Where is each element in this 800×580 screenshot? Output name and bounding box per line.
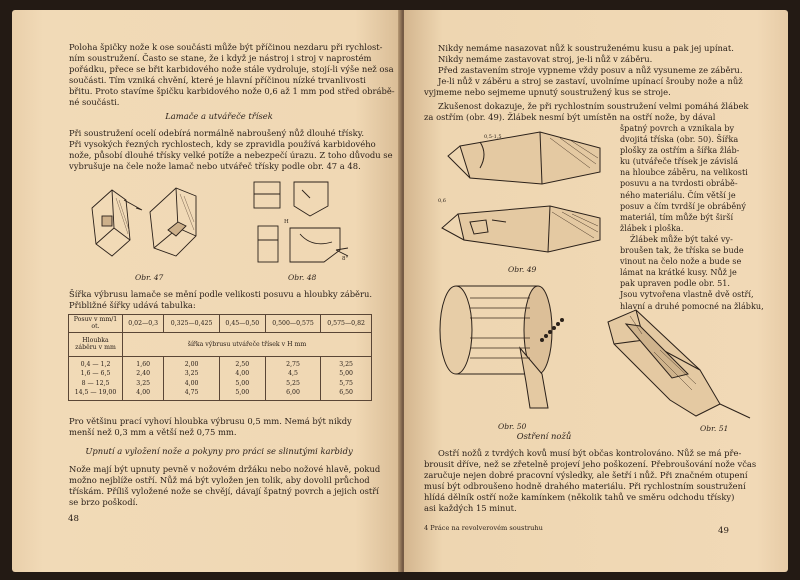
text-line: pořádku, přece se břit karbidového nože stále vydroluje, stojí-li výše než osa [69,64,394,75]
text-line: Je-li nůž v záběru a stroj se zastaví, uvolníme upínací šrouby nože a nůž [438,76,743,87]
figure-48 [244,176,356,268]
table-row [69,369,372,378]
text-line: Při soustružení ocelí odebírá normálně nabroušený nůž dlouhé třísky. [69,128,364,138]
right-para-sharpening [424,448,758,515]
depth-cell: 0,4 — 1,2 [69,356,123,369]
table-row [69,379,372,388]
text-line: hlavní a druhé pomocné na žlábku, [620,300,764,311]
text-line: součásti. Tím vzniká chvění, které je hlavní příčinou nízké trvanlivosti [69,75,366,86]
feed-value-cell: 0,02—0,3 [123,315,164,333]
text-line: brousit dříve, než se zřetelně projeví jeho poškození. Přebroušování nože včas [424,459,757,470]
text-line: pak upraven podle obr. 51. [620,278,730,289]
caption-figure-47: Obr. 47 [135,273,164,282]
feed-value-cell: 0,45—0,50 [219,315,265,333]
text-line: Při vysokých řezných rychlostech, kdy se zpravidla používá karbidového [69,139,376,150]
text-line: lámat na krátké kusy. Nůž je [620,267,737,278]
left-page [12,10,402,572]
page-number-left: 48 [68,514,79,524]
figure-51-drawing [600,304,770,422]
text-line: Poloha špičky nože k ose součásti může být příčinou nezdaru při rychlost- [69,42,383,52]
caption-figure-48: Obr. 48 [288,273,317,282]
figure-47-drawing [84,178,204,268]
text-line: menší než 0,3 mm a větší než 0,75 mm. [69,427,237,438]
figure-49 [430,128,610,268]
text-line: Nikdy nemáme nasazovat nůž k soustruženému kusu a pak jej upínat. [438,43,734,53]
value-cell: 2,50 [219,356,265,369]
text-line: Šířka výbrusu lamače se mění podle velikosti posuvu a hloubky záběru. [69,289,373,299]
feed-header-cell: Posuv v mm/1 ot. [69,315,123,333]
text-line: posuv a čím tvrdší je obráběný [620,200,746,211]
text-line: ním soustružení. Často se stane, že i když je nástroj i stroj v naprostém [69,53,372,64]
value-cell: 1,60 [123,356,164,369]
text-line: Žlábek může být také vy- [630,233,733,244]
text-line: asi každých 15 minut. [424,503,517,514]
text-line: třískám. Příliš vyložené nože se chvějí, dávají špatný povrch a jejich ostří [69,486,379,497]
text-line: Přibližné šířky udává tabulka: [69,300,196,311]
section-heading-chip-breakers: Lamače a utvářeče třísek [165,111,273,121]
text-line: zaručuje nejen dobré pracovní výsledky, ale šetří i nůž. Při značném otupení [424,470,748,481]
text-line: Jsou vytvořena vlastně dvě ostří, [620,289,754,300]
figure-51 [600,304,770,422]
text-line: posuvu a na tvrdosti obrábě- [620,178,738,189]
text-line: na hloubce záběru, na velikosti [620,167,748,178]
value-cell: 3,25 [321,356,372,369]
feed-value-cell: 0,575—0,82 [321,315,372,333]
right-para-rules [424,43,754,98]
right-side-column [620,123,764,312]
value-cell: 4,5 [265,369,320,378]
text-line: Ostří nožů z tvrdých kovů musí být občas kontrolováno. Nůž se má pře- [438,448,742,458]
section-heading-tool-clamping: Upnutí a vyložení nože a pokyny pro práci se slinutými karbidy [85,446,353,456]
breaker-width-table [68,314,372,401]
left-para-breaker-width [69,289,373,311]
svg-text:H: H [284,219,289,225]
text-line: ného materiálu. Čím větší je [620,189,736,200]
text-line: né součásti. [69,97,120,108]
feed-value-cell: 0,325—0,425 [164,315,219,333]
value-cell: 4,00 [219,369,265,378]
value-cell: 2,40 [123,369,164,378]
value-cell: 6,00 [265,388,320,401]
right-page [404,10,788,572]
right-para-groove [424,101,754,123]
text-line: vinout na čelo nože a bude se [620,256,742,267]
figure-48-drawing [244,176,356,268]
table-header-feed [69,315,372,333]
figure-50 [430,278,580,416]
caption-figure-51: Obr. 51 [700,424,729,433]
caption-figure-50: Obr. 50 [498,422,527,431]
value-cell: 4,00 [123,388,164,401]
figure-50-drawing [430,278,580,416]
depth-cell: 1,6 — 6,5 [69,369,123,378]
table-row [69,388,372,401]
text-line: materiál, tím může být širší [620,211,734,222]
text-line: Nože mají být upnuty pevně v nožovém držáku nebo nožové hlavě, pokud [69,464,381,474]
value-cell: 2,00 [164,356,219,369]
left-para-chip-breakers [69,128,393,172]
left-para-tool-position [69,42,395,109]
table-row [69,356,372,369]
text-line: špatný povrch a vznikala by [620,123,735,133]
svg-text:8°: 8° [342,256,349,262]
text-line: hlídá dělník ostří nože kamínkem (několik tahů ve směru odchodu třísky) [424,492,735,503]
text-line: broušen tak, že tříska se bude [620,245,744,256]
text-line: břitu. Proto stavíme špičku karbidového nože 0,6 až 1 mm pod střed obrábě- [69,86,395,97]
text-line: Pro většinu prací vyhoví hloubka výbrusu 0,5 mm. Nemá být nikdy [69,416,352,426]
text-line: nože, působí dlouhé třísky velké potíže a nebezpečí úrazu. Z toho důvodu se [69,150,393,161]
width-header-cell: šířka výbrusu utvářeče třísek v H mm [123,332,372,356]
figure-47 [84,178,204,268]
text-line: možno nejblíže ostří. Nůž má být vyložen jen tolik, aby dovolil průchod [69,475,370,486]
text-line: se brzo poškodí. [69,497,138,508]
value-cell: 4,00 [164,379,219,388]
left-para-clamping [69,464,381,508]
text-line: plošky za ostřím a šířka žláb- [620,145,740,156]
value-cell: 5,00 [321,369,372,378]
value-cell: 5,00 [219,388,265,401]
table-header-width [69,332,372,356]
feed-value-cell: 0,500—0,575 [265,315,320,333]
page-footer: 4 Práce na revolverovém soustruhu [424,524,543,532]
value-cell: 2,75 [265,356,320,369]
caption-figure-49: Obr. 49 [508,265,537,274]
section-heading-sharpening: Ostření nožů [516,431,572,441]
value-cell: 5,75 [321,379,372,388]
text-line: Před zastavením stroje vypneme vždy posuv a nůž vysuneme ze záběru. [438,65,743,76]
text-line: žlábek i ploška. [620,222,684,233]
value-cell: 4,75 [164,388,219,401]
value-cell: 3,25 [164,369,219,378]
value-cell: 6,50 [321,388,372,401]
text-line: dvojitá tříska (obr. 50). Šířka [620,134,739,145]
svg-text:0,5-1,5: 0,5-1,5 [484,134,502,140]
value-cell: 3,25 [123,379,164,388]
text-line: musí být odbroušeno hodně drahého materiálu. Při rychlostním soustružení [424,481,746,492]
text-line: ku (utvářeče třísek je závislá [620,156,739,167]
page-number-right: 49 [718,526,729,536]
text-line: Nikdy nemáme zastavovat stroj, je-li nůž v záběru. [438,54,653,65]
figure-49-drawing [430,128,610,268]
depth-cell: 14,5 — 19,00 [69,388,123,401]
depth-cell: 8 — 12,5 [69,379,123,388]
left-para-depth [69,416,369,438]
text-line: Zkušenost dokazuje, že při rychlostním soustružení velmi pomáhá žlábek [438,101,749,111]
text-line: za ostřím (obr. 49). Žlábek nesmí být umístěn na ostří nože, by dával [424,112,716,123]
text-line: vyjmeme nebo sejmeme upnutý soustružený kus se stroje. [424,87,671,98]
text-line: vybrušuje na čele nože lamač nebo utvářeč třísky podle obr. 47 a 48. [69,161,361,172]
svg-text:0,6: 0,6 [438,198,446,204]
depth-header-cell: Hloubka záběru v mm [69,332,123,356]
value-cell: 5,00 [219,379,265,388]
value-cell: 5,25 [265,379,320,388]
